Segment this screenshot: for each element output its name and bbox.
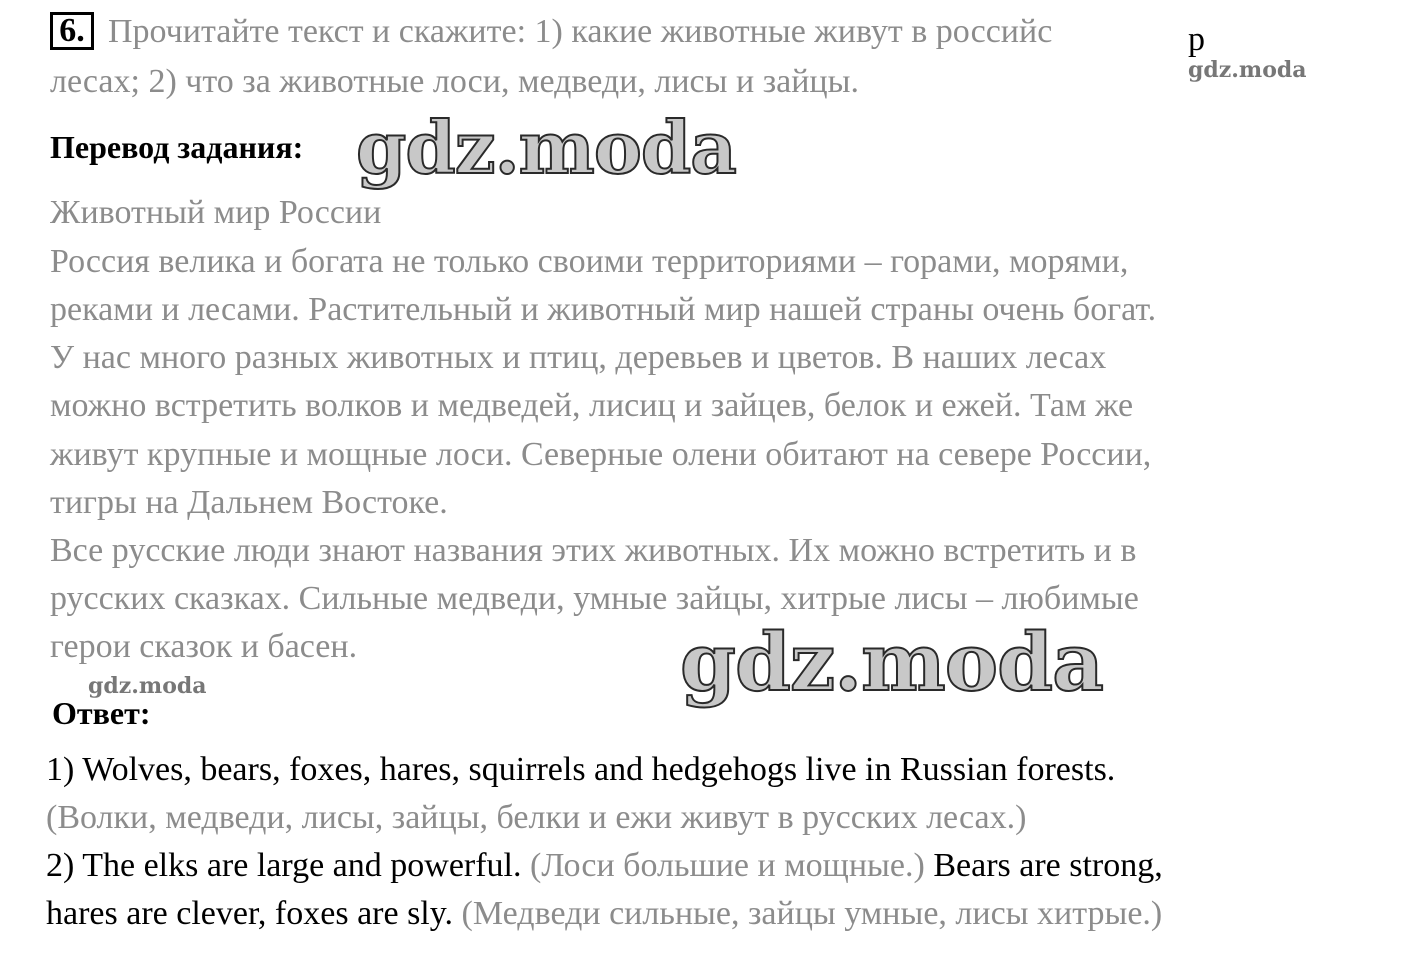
passage-line: Россия велика и богата не только своими территориями – горами, морями, [50, 243, 1129, 280]
answer-2-line-1 [46, 846, 1163, 886]
passage-line: можно встретить волков и медведей, лисиц и зайцев, белок и ежей. Там же [50, 387, 1134, 424]
passage-title: Животный мир России [50, 194, 382, 231]
answer-1-english: 1) Wolves, bears, foxes, hares, squirrels and hedgehogs live in Russian forests. [46, 751, 1116, 788]
answer-2-russian-part-1: (Лоси большие и мощные.) [521, 847, 925, 884]
answer-2-english-part-1: 2) The elks are large and powerful. [46, 847, 522, 884]
answer-2-line-2 [46, 894, 1162, 934]
answer-heading: Ответ: [52, 695, 151, 731]
passage-line: русских сказках. Сильные медведи, умные зайцы, хитрые лисы – любимые [50, 580, 1139, 617]
translation-heading: Перевод задания: [50, 129, 304, 165]
stray-character: р [1188, 21, 1205, 58]
watermark-logo: gdz.moda [356, 105, 736, 190]
watermark-logo: gdz.moda [1188, 57, 1307, 83]
answer-2-english-part-3: hares are clever, foxes are sly. [46, 895, 454, 932]
watermark-logo: gdz.moda [680, 615, 1103, 709]
task-number: 6. [50, 12, 94, 50]
answer-2-english-part-2: Bears are strong, [924, 847, 1163, 884]
answer-1-russian: (Волки, медведи, лисы, зайцы, белки и ежи живут в русских лесах.) [46, 799, 1027, 836]
passage-line: живут крупные и мощные лоси. Северные олени обитают на севере России, [50, 436, 1152, 473]
answer-2-russian-part-2: (Медведи сильные, зайцы умные, лисы хитрые.) [453, 895, 1163, 932]
task-text-line-1: Прочитайте текст и скажите: 1) какие животные живут в российс [108, 13, 1053, 50]
watermark-logo: gdz.moda [88, 673, 207, 699]
passage-line: У нас много разных животных и птиц, деревьев и цветов. В наших лесах [50, 339, 1107, 376]
passage-line: тигры на Дальнем Востоке. [50, 484, 448, 521]
passage-line: герои сказок и басен. [50, 628, 358, 665]
passage-line: Все русские люди знают названия этих животных. Их можно встретить и в [50, 532, 1137, 569]
passage-line: реками и лесами. Растительный и животный мир нашей страны очень богат. [50, 291, 1157, 328]
task-text-line-2: лесах; 2) что за животные лоси, медведи, лисы и зайцы. [50, 63, 859, 100]
